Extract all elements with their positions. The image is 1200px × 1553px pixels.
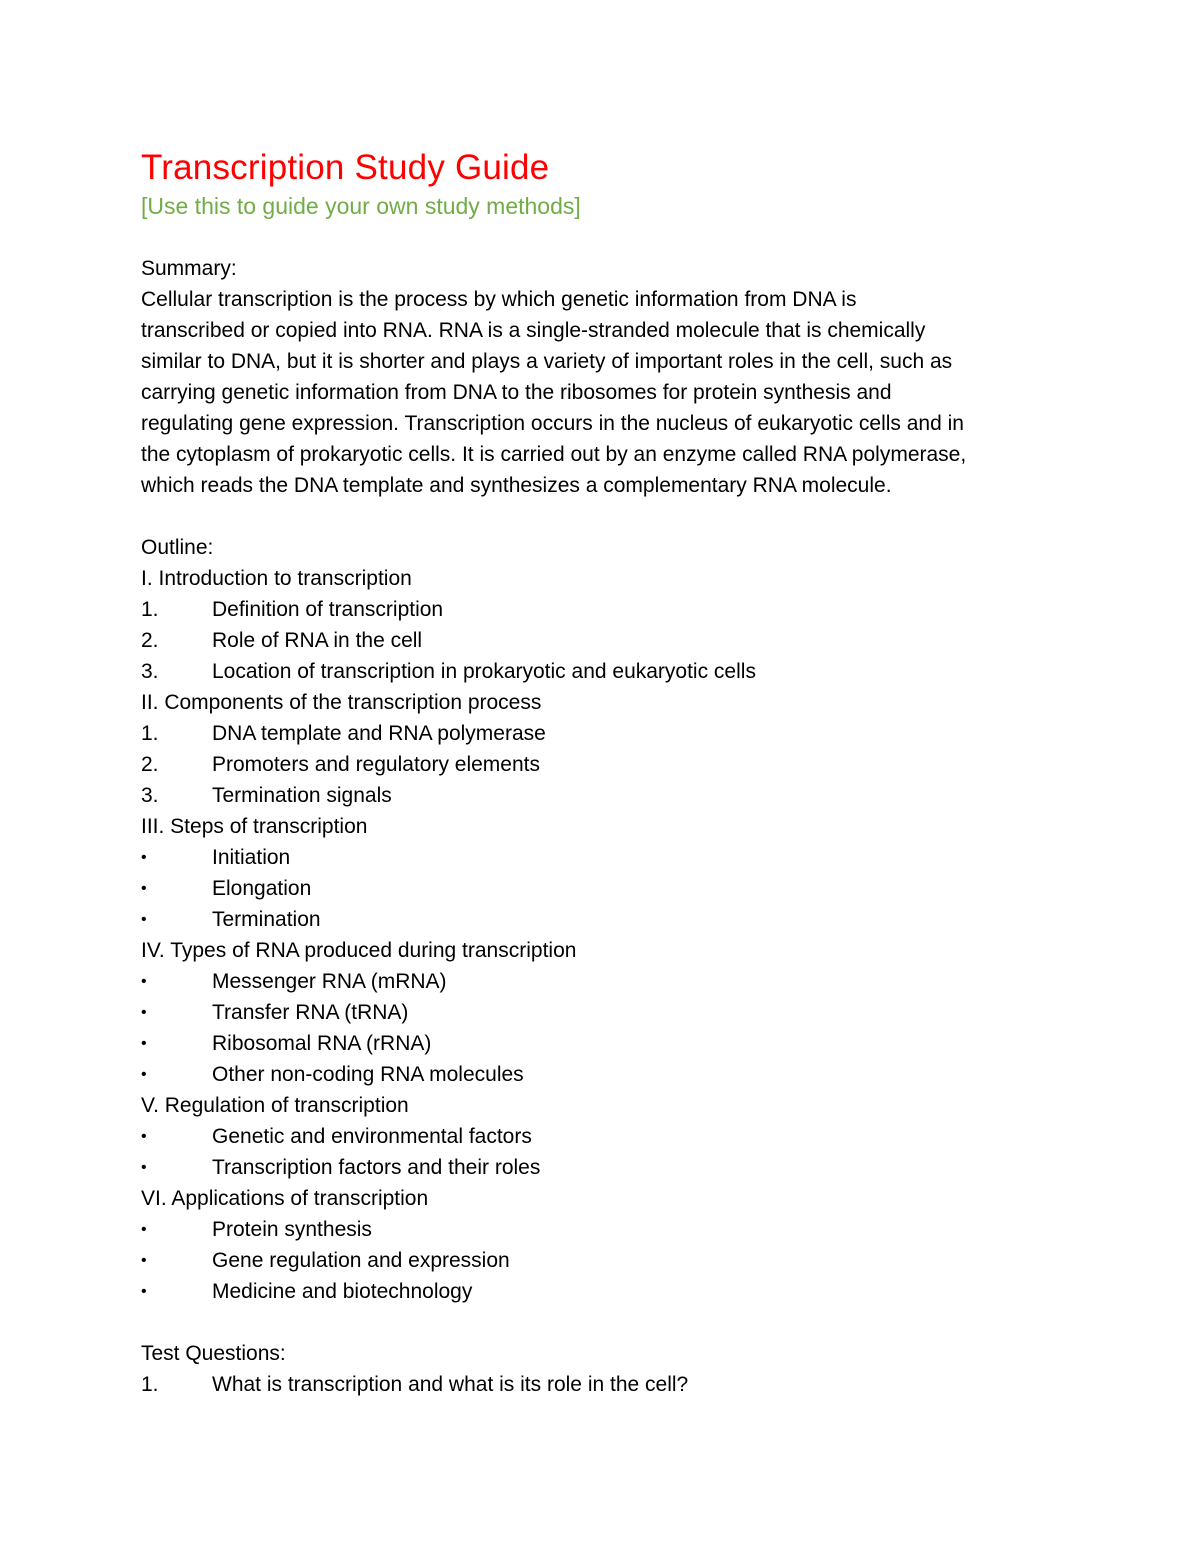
document-page — [141, 146, 1071, 1400]
bullet-icon: • — [141, 1221, 147, 1238]
outline-item — [141, 718, 1071, 749]
outline-item-text: Gene regulation and expression — [212, 1249, 510, 1272]
document-title: Transcription Study Guide — [141, 148, 550, 187]
bullet-icon: • — [141, 1283, 147, 1300]
outline-item-text: Location of transcription in prokaryotic and eukaryotic cells — [212, 660, 756, 683]
bullet-icon: • — [141, 1035, 147, 1052]
summary-line: similar to DNA, but it is shorter and plays a variety of important roles in the cell, such as — [141, 350, 953, 373]
summary-line: transcribed or copied into RNA. RNA is a single-stranded molecule that is chemically — [141, 319, 926, 342]
bullet-icon: • — [141, 1128, 147, 1145]
summary-line: the cytoplasm of prokaryotic cells. It is carried out by an enzyme called RNA polymerase, — [141, 443, 967, 466]
outline-item-text: Termination signals — [212, 784, 392, 807]
bullet-icon: • — [141, 911, 147, 928]
outline-item — [141, 1152, 1071, 1183]
bullet-icon: • — [141, 1159, 147, 1176]
outline-item — [141, 842, 1071, 873]
outline-item — [141, 904, 1071, 935]
outline-section-title: I. Introduction to transcription — [141, 567, 412, 590]
outline-section-title: III. Steps of transcription — [141, 815, 368, 838]
list-marker: 2. — [141, 753, 159, 776]
list-marker: 1. — [141, 1373, 159, 1396]
outline-item — [141, 594, 1071, 625]
outline-item-text: Definition of transcription — [212, 598, 444, 621]
outline-item — [141, 873, 1071, 904]
bullet-icon: • — [141, 880, 147, 897]
list-marker: 3. — [141, 660, 159, 683]
list-marker: 2. — [141, 629, 159, 652]
summary-line: carrying genetic information from DNA to the ribosomes for protein synthesis and — [141, 381, 892, 404]
bullet-icon: • — [141, 973, 147, 990]
outline-item — [141, 656, 1071, 687]
summary-paragraph — [141, 284, 1071, 501]
outline-item-text: Other non-coding RNA molecules — [212, 1063, 524, 1086]
outline-item-text: Genetic and environmental factors — [212, 1125, 532, 1148]
outline-item-text: Messenger RNA (mRNA) — [212, 970, 447, 993]
list-marker: 3. — [141, 784, 159, 807]
outline-section-title: V. Regulation of transcription — [141, 1094, 409, 1117]
outline-item — [141, 1121, 1071, 1152]
bullet-icon: • — [141, 849, 147, 866]
outline-item-text: Protein synthesis — [212, 1218, 372, 1241]
bullet-icon: • — [141, 1252, 147, 1269]
outline-item — [141, 749, 1071, 780]
outline-item-text: Elongation — [212, 877, 312, 900]
outline-item-text: Transfer RNA (tRNA) — [212, 1001, 409, 1024]
summary-line: Cellular transcription is the process by which genetic information from DNA is — [141, 288, 857, 311]
outline-item-text: Termination — [212, 908, 321, 931]
test-question-item — [141, 1369, 1071, 1400]
outline-heading: Outline: — [141, 536, 214, 559]
outline-section-title: VI. Applications of transcription — [141, 1187, 429, 1210]
outline-item-text: Medicine and biotechnology — [212, 1280, 473, 1303]
outline-item — [141, 1214, 1071, 1245]
outline-section-title: IV. Types of RNA produced during transcription — [141, 939, 577, 962]
spacer — [141, 1307, 1071, 1338]
list-marker: 1. — [141, 598, 159, 621]
bullet-icon: • — [141, 1066, 147, 1083]
outline-item — [141, 625, 1071, 656]
summary-line: regulating gene expression. Transcription occurs in the nucleus of eukaryotic cells and in — [141, 412, 964, 435]
document-subtitle: [Use this to guide your own study methods] — [141, 193, 581, 219]
outline-item — [141, 1276, 1071, 1307]
summary-heading: Summary: — [141, 257, 237, 280]
outline-item — [141, 966, 1071, 997]
outline-item-text: Ribosomal RNA (rRNA) — [212, 1032, 432, 1055]
test-question-text: What is transcription and what is its role in the cell? — [212, 1373, 689, 1396]
outline-item-text: Promoters and regulatory elements — [212, 753, 540, 776]
outline-item — [141, 1028, 1071, 1059]
summary-line: which reads the DNA template and synthesizes a complementary RNA molecule. — [141, 474, 892, 497]
outline-section-title: II. Components of the transcription process — [141, 691, 542, 714]
outline-item-text: Role of RNA in the cell — [212, 629, 423, 652]
list-marker: 1. — [141, 722, 159, 745]
test-questions-heading: Test Questions: — [141, 1342, 286, 1365]
outline-item-text: Transcription factors and their roles — [212, 1156, 541, 1179]
outline-item-text: DNA template and RNA polymerase — [212, 722, 546, 745]
spacer — [141, 501, 1071, 532]
outline-item — [141, 997, 1071, 1028]
bullet-icon: • — [141, 1004, 147, 1021]
outline-item — [141, 780, 1071, 811]
outline-item — [141, 1059, 1071, 1090]
outline-item-text: Initiation — [212, 846, 291, 869]
outline-item — [141, 1245, 1071, 1276]
